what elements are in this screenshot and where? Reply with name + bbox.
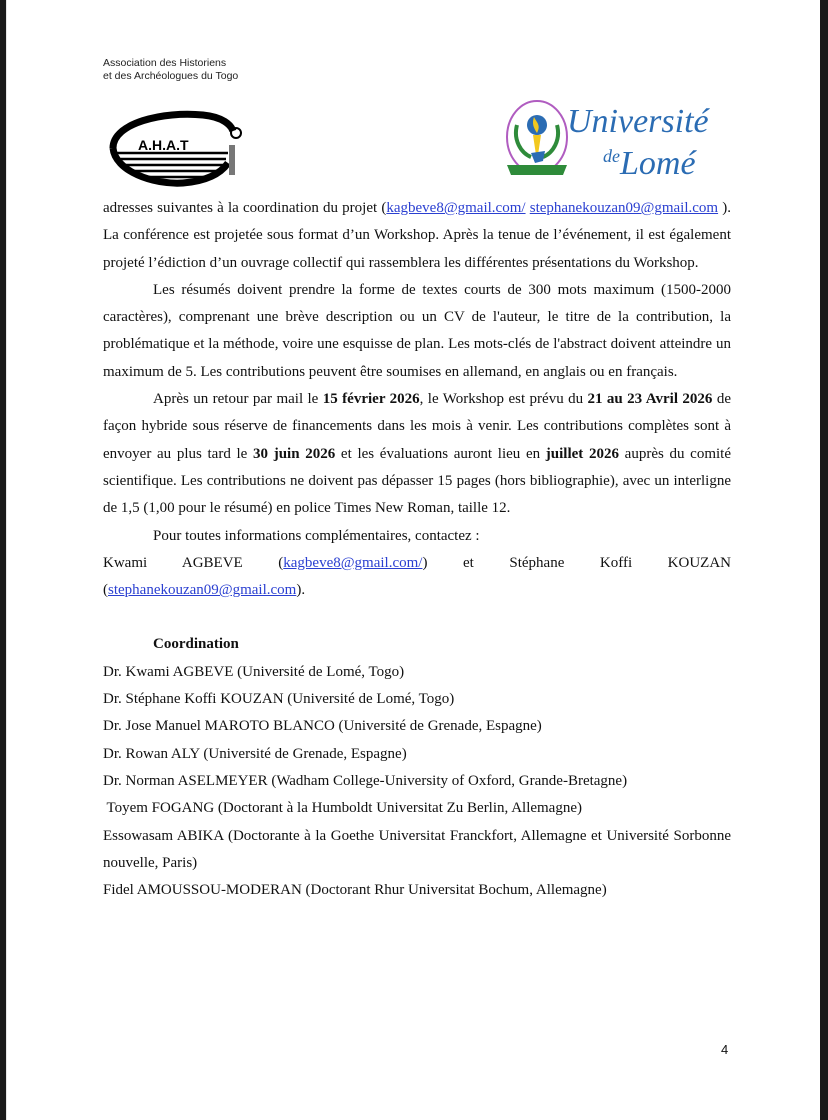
viewer-right-edge [820,0,828,1120]
association-line-1: Association des Historiens [103,57,227,69]
ahat-logo [103,103,253,188]
coordination-member: Dr. Jose Manuel MAROTO BLANCO (Université de Grenade, Espagne) [103,718,542,735]
association-name [103,57,238,83]
paragraph-abstract-requirements: Les résumés doivent prendre la forme de textes courts de 300 mots maximum (1500-2000 caractères), comprenant une brève description ou un CV de l'auteur, le titre de la contribution, la problématique et la méthode, voire une esquisse de plan. Les mots-clés de l'abstract doivent atteindre un maximum de 5. Les contributions peuvent être soumises en allemand, en anglais ou en français. [103,281,731,380]
coordination-title: Coordination [153,636,239,653]
university-word: Université [567,103,709,140]
paragraph-contact-prompt: Pour toutes informations complémentaires, contactez : [153,527,480,544]
date-workshop: 21 au 23 Avril 2026 [587,391,713,408]
coordination-member: Dr. Stéphane Koffi KOUZAN (Université de Lomé, Togo) [103,691,455,708]
coordination-member: Fidel AMOUSSOU-MODERAN (Doctorant Rhur Universitat Bochum, Allemagne) [103,882,607,899]
document-body [103,195,731,904]
coordination-member: Dr. Rowan ALY (Université de Grenade, Espagne) [103,745,407,762]
coordination-member: Dr. Kwami AGBEVE (Université de Lomé, Togo) [103,663,405,680]
email-link-kagbeve[interactable]: kagbeve8@gmail.com/ [386,200,526,216]
universite-de-lome-wordmark [567,105,709,187]
date-evaluation: juillet 2026 [545,445,619,462]
page-number: 4 [721,1042,729,1057]
contact-email-kouzan[interactable]: stephanekouzan09@gmail.com [108,582,297,599]
university-de: de [603,146,620,166]
document-page [6,0,822,1120]
svg-text:A.H.A.T: A.H.A.T [138,137,189,153]
blank-line [103,604,731,631]
coordination-list [103,659,731,905]
paragraph-contact-names: Kwami AGBEVE (kagbeve8@gmail.com/) et Stéphane Koffi KOUZAN (stephanekouzan09@gmail.com). [103,554,731,599]
university-lome: Lomé [620,145,696,182]
coordination-member: Toyem FOGANG (Doctorant à la Humboldt Universitat Zu Berlin, Allemagne) [103,800,582,817]
coordination-member: Dr. Norman ASELMEYER (Wadham College-University of Oxford, Grande-Bretagne) [103,772,628,789]
contact-email-kagbeve[interactable]: kagbeve8@gmail.com/ [283,554,423,571]
date-deadline: 30 juin 2026 [253,445,336,462]
date-return: 15 février 2026 [322,391,420,408]
email-link-kouzan[interactable]: stephanekouzan09@gmail.com [529,200,719,216]
association-line-2: et des Archéologues du Togo [103,70,239,82]
paragraph-dates: Après un retour par mail le 15 février 2026, le Workshop est prévu du 21 au 23 Avril 2026 de façon hybride sous réserve de financements dans les mois à venir. Les contributions complètes sont à envoyer au plus tard le 30 juin 2026 et les évaluations auront lieu en juillet 2026 auprès du comité scientifique. Les contributions ne doivent pas dépasser 15 pages (hors bibliographie), avec un interligne de 1,5 (1,00 pour le résumé) en police Times New Roman, taille 12. [103,391,731,517]
coordination-member: Essowasam ABIKA (Doctorante à la Goethe Universitat Franckfort, Allemagne et Université Sorbonne nouvelle, Paris) [103,827,731,871]
paragraph-contacts-intro: adresses suivantes à la coordination du projet (kagbeve8@gmail.com/ stephanekouzan09@gmail.com ). La conférence est projetée sous format d’un Workshop. Après la tenue de l’événement, il est également projeté l’édiction d’un ouvrage collectif qui rassemblera les différentes présentations du Workshop. [103,200,732,271]
